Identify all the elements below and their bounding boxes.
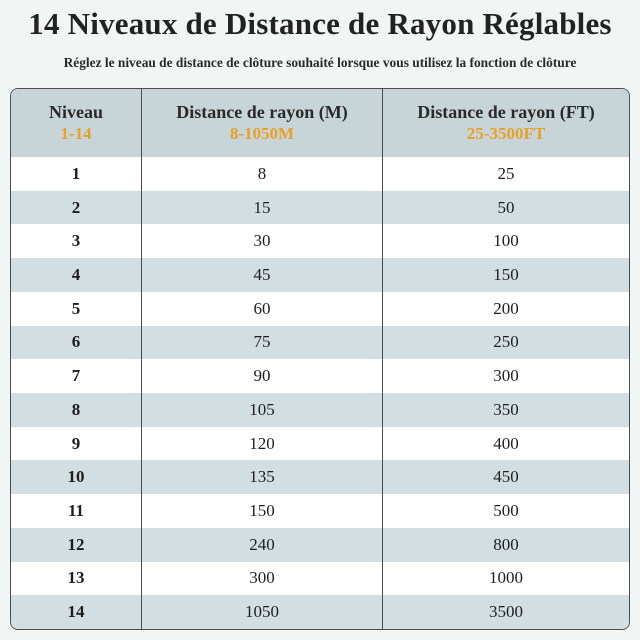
distance-ft-cell: 1000 <box>383 562 629 596</box>
distance-m-cell: 135 <box>142 460 383 494</box>
distance-m-cell: 150 <box>142 494 383 528</box>
distance-ft-cell: 800 <box>383 528 629 562</box>
distance-ft-cell: 500 <box>383 494 629 528</box>
page-subtitle: Réglez le niveau de distance de clôture souhaité lorsque vous utilisez la fonction de clôture <box>63 55 577 70</box>
distance-m-cell: 120 <box>142 427 383 461</box>
distance-m-cell: 300 <box>142 562 383 596</box>
header-distance-ft-label: Distance de rayon (FT) <box>417 102 595 122</box>
level-cell: 8 <box>11 393 142 427</box>
distance-m-cell: 8 <box>142 157 383 191</box>
level-cell: 1 <box>11 157 142 191</box>
distance-m-cell: 75 <box>142 326 383 360</box>
level-cell: 10 <box>11 460 142 494</box>
distance-m-cell: 90 <box>142 359 383 393</box>
level-cell: 12 <box>11 528 142 562</box>
level-cell: 6 <box>11 326 142 360</box>
distance-ft-cell: 400 <box>383 427 629 461</box>
distance-m-cell: 1050 <box>142 595 383 629</box>
distance-ft-cell: 450 <box>383 460 629 494</box>
distance-ft-cell: 150 <box>383 258 629 292</box>
distance-m-cell: 60 <box>142 292 383 326</box>
distance-m-cell: 30 <box>142 224 383 258</box>
distance-m-cell: 240 <box>142 528 383 562</box>
header-distance-ft <box>383 89 629 157</box>
distance-ft-cell: 350 <box>383 393 629 427</box>
level-cell: 14 <box>11 595 142 629</box>
header-distance-m <box>142 89 383 157</box>
distance-m-cell: 45 <box>142 258 383 292</box>
level-cell: 11 <box>11 494 142 528</box>
header-level-label: Niveau <box>49 102 103 122</box>
header-distance-m-range: 8-1050M <box>229 124 295 143</box>
distance-ft-cell: 250 <box>383 326 629 360</box>
distance-ft-cell: 300 <box>383 359 629 393</box>
header-distance-m-label: Distance de rayon (M) <box>176 102 348 122</box>
header-level-range: 1-14 <box>60 124 92 143</box>
distance-ft-cell: 50 <box>383 191 629 225</box>
header-distance-ft-range: 25-3500FT <box>466 124 546 143</box>
header-level <box>11 89 142 157</box>
distance-ft-cell: 3500 <box>383 595 629 629</box>
level-cell: 4 <box>11 258 142 292</box>
distance-ft-cell: 100 <box>383 224 629 258</box>
distance-ft-cell: 25 <box>383 157 629 191</box>
distance-m-cell: 15 <box>142 191 383 225</box>
level-cell: 13 <box>11 562 142 596</box>
level-cell: 2 <box>11 191 142 225</box>
distance-table <box>10 88 630 630</box>
level-cell: 7 <box>11 359 142 393</box>
distance-table-grid <box>11 89 629 629</box>
level-cell: 3 <box>11 224 142 258</box>
page-title: 14 Niveaux de Distance de Rayon Réglables <box>28 6 612 41</box>
level-cell: 9 <box>11 427 142 461</box>
distance-ft-cell: 200 <box>383 292 629 326</box>
distance-m-cell: 105 <box>142 393 383 427</box>
level-cell: 5 <box>11 292 142 326</box>
